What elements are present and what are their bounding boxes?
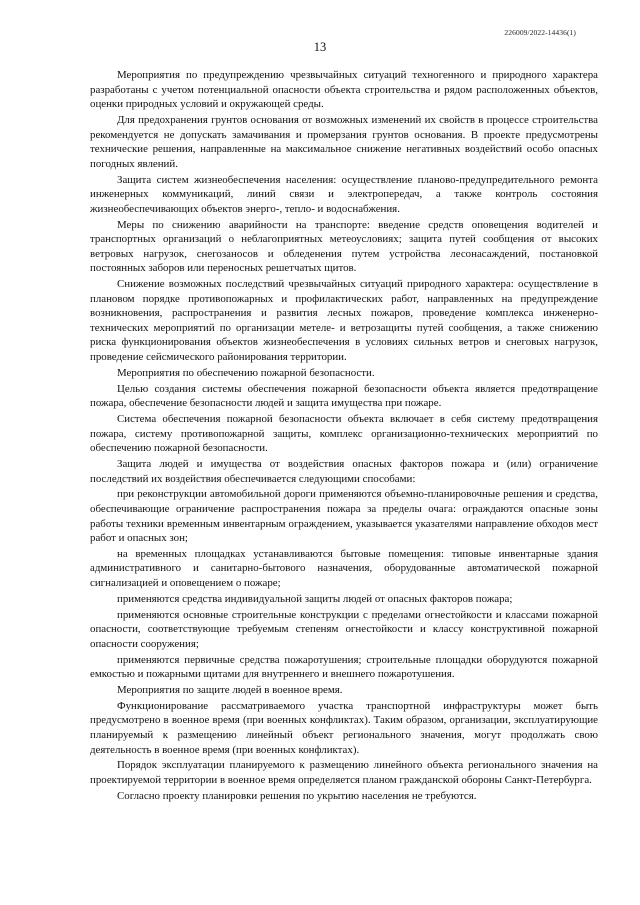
paragraph: Порядок эксплуатации планируемого к размещению линейного объекта регионального значения на проектируемой территории в военное время определяется планом гражданской обороны Санкт-Петербурга.: [90, 759, 598, 786]
paragraph: Для предохранения грунтов основания от возможных изменений их свойств в процессе строительства рекомендуется не допускать замачивания и промерзания грунтов основания. В проекте предусмотрены технические решения, направленные на максимальное снижение негативных воздействий особо опасных погодных явлений.: [90, 113, 598, 170]
list-item: применяются основные строительные конструкции с пределами огнестойкости и классами пожарной опасности, соответствующие требуемым степеням огнестойкости и классу конструктивной пожарной опасности сооружения;: [90, 608, 598, 650]
list-item: применяются первичные средства пожаротушения; строительные площадки оборудуются пожарной емкостью и пожарными щитами для внутреннего и внешнего пожаротушения.: [90, 653, 598, 681]
section-heading: Мероприятия по защите людей в военное время.: [117, 683, 343, 696]
paragraph: Снижение возможных последствий чрезвычайных ситуаций природного характера: осуществление в плановом порядке противопожарных и профилактических работ, направленных на предупреждение возникновения, распространения и развития лесных пожаров, проведение комплекса инженерно-технических мероприятий по организации метеле- и ветрозащиты путей сообщения, а также снижению риска функционирования объектов жизнеобеспечения в условиях сильных ветров и снеговых нагрузок, проведение сейсмического районирования территории.: [90, 278, 598, 364]
paragraph: Мероприятия по предупреждению чрезвычайных ситуаций техногенного и природного характера разработаны с учетом потенциальной опасности объекта строительства и рядом расположенных объектов, оценки природных условий и окружающей среды.: [90, 69, 598, 111]
paragraph: Защита систем жизнеобеспечения населения: осуществление планово-предупредительного ремонта инженерных коммуникаций, линий связи и электропередач, а также контроль состояния жизнеобеспечивающих объектов энерго-, тепло- и водоснабжения.: [90, 173, 598, 215]
paragraph: Согласно проекту планировки решения по укрытию населения не требуются.: [117, 789, 477, 802]
section-heading: Мероприятия по обеспечению пожарной безопасности.: [117, 366, 375, 379]
list-item: применяются средства индивидуальной защиты людей от опасных факторов пожара;: [117, 592, 513, 605]
list-item: при реконструкции автомобильной дороги применяются объемно-планировочные решения и средства, обеспечивающие ограничение распространения пожара за пределы очага: ограждаются опасные зоны работы техники временным инвентарным ограждением, указывается указателями направление обходов мест работ и опасных зон;: [90, 488, 598, 545]
paragraph: Защита людей и имущества от воздействия опасных факторов пожара и (или) ограничение последствий их воздействия обеспечивается следующими способами:: [90, 457, 598, 485]
paragraph: Система обеспечения пожарной безопасности объекта включает в себя систему предотвращения пожара, систему противопожарной защиты, комплекс организационно-технических мероприятий по обеспечению пожарной безопасности.: [90, 412, 598, 455]
body-text: [90, 68, 598, 804]
paragraph: Функционирование рассматриваемого участка транспортной инфраструктуры может быть предусмотрено в военное время (при военных конфликтах). Таким образом, организации, эксплуатирующие планируемый к размещению линейный объект регионального значения, могут продолжать свою деятельность в военное время (при военных конфликтах).: [90, 699, 598, 756]
page-number: 13: [313, 40, 327, 54]
paragraph: Целью создания системы обеспечения пожарной безопасности объекта является предотвращение пожара, обеспечение безопасности людей и защита имущества при пожаре.: [90, 382, 598, 410]
document-id: 226009/2022-14436(1): [504, 28, 576, 37]
list-item: на временных площадках устанавливаются бытовые помещения: типовые инвентарные здания административного и санитарно-бытового назначения, оборудованные автоматической пожарной сигнализацией и оповещением о пожаре;: [90, 547, 598, 590]
paragraph: Меры по снижению аварийности на транспорте: введение средств оповещения водителей и транспортных организаций о неблагоприятных метеоусловиях; защита путей сообщения от высоких ветровых нагрузок, снегозаносов и обледенения путем устройства лесонасаждений, постановкой постоянных заборов или переносных решетчатых щитов.: [90, 218, 598, 275]
